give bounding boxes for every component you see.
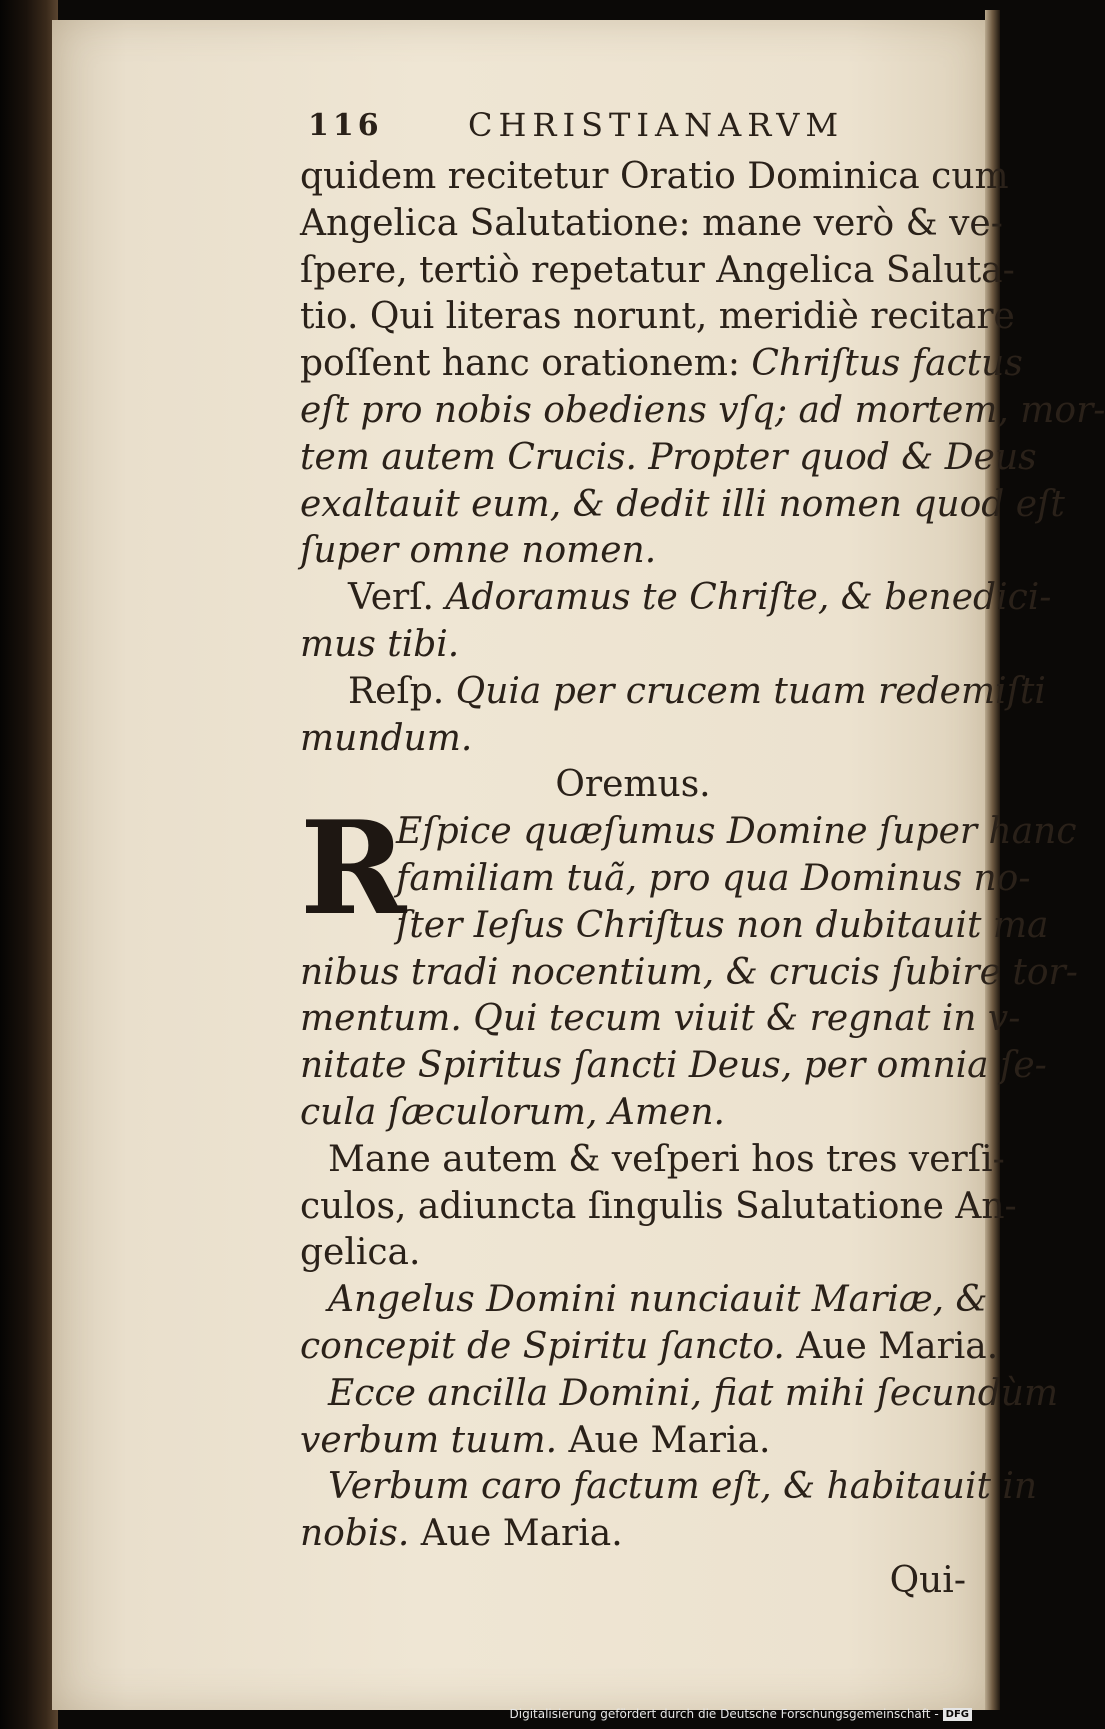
- text-line: Angelica Salutatione: mane verò & ve-: [300, 202, 1003, 244]
- dfg-logo: DFG: [943, 1708, 972, 1721]
- text-line: exaltauit eum, & dedit illi nomen quod eſt: [300, 483, 1065, 525]
- text-line: ſter Ieſus Chriſtus non dubitauit ma: [396, 904, 1049, 946]
- text-line: Angelus Domini nunciauit Mariæ, &: [328, 1279, 988, 1321]
- book-spine-shadow: [0, 0, 58, 1729]
- text-line: mus tibi.: [300, 623, 460, 665]
- text-line: culos, adiuncta ſingulis Salutatione An-: [300, 1185, 1017, 1227]
- text-line: Ecce ancilla Domini, fiat mihi ſecundùm: [328, 1372, 1059, 1414]
- text-line: familiam tuã, pro qua Dominus no-: [396, 857, 1031, 899]
- text-line: Mane autem & veſperi hos tres verſi-: [328, 1138, 1005, 1180]
- text-line: tem autem Crucis. Propter quod & Deus: [300, 436, 1037, 478]
- text-line: tio. Qui literas norunt, meridiè recitare: [300, 296, 1015, 338]
- text-line: quidem recitetur Oratio Dominica cum: [300, 156, 1009, 197]
- text-line: nibus tradi nocentium, & crucis ſubire tor-: [300, 951, 1078, 993]
- text-line: cula ſæculorum, Amen.: [300, 1091, 725, 1133]
- body-text: [300, 154, 1105, 1605]
- versicle-line: Verſ. Adoramus te Chriſte, & benedici-: [348, 577, 1052, 619]
- section-heading: Oremus.: [555, 764, 711, 806]
- credit-text: Digitalisierung gefördert durch die Deutsche Forschungsgemeinschaft -: [509, 1707, 939, 1721]
- digitization-credit: [510, 1703, 973, 1725]
- text-line: concepit de Spiritu ſancto. Aue Maria.: [300, 1325, 999, 1367]
- text-line: nitate Spiritus ſancti Deus, per omnia ſe-: [300, 1045, 1047, 1087]
- drop-cap: R: [300, 794, 407, 945]
- text-line: Verbum caro factum eſt, & habitauit in: [328, 1466, 1038, 1508]
- text-line: eſt pro nobis obediens vſq; ad mortem, mor-: [300, 389, 1105, 431]
- prayer-paragraph: [300, 794, 1078, 1137]
- running-title: CHRISTIANARVM: [468, 106, 845, 144]
- response-line: Reſp. Quia per crucem tuam redemiſti: [348, 670, 1046, 712]
- text-line: Eſpice quæſumus Domine ſuper hanc: [396, 811, 1077, 853]
- catchword: Qui-: [889, 1559, 966, 1601]
- text-line: ſuper omne nomen.: [300, 530, 657, 572]
- page-number: 116: [308, 108, 383, 143]
- text-line: gelica.: [300, 1232, 421, 1274]
- text-line: verbum tuum. Aue Maria.: [300, 1419, 771, 1461]
- text-line: mundum.: [300, 717, 473, 759]
- text-line: nobis. Aue Maria.: [300, 1513, 623, 1555]
- text-line: mentum. Qui tecum viuit & regnat in v-: [300, 998, 1021, 1040]
- text-line: ſpere, tertiò repetatur Angelica Saluta-: [300, 249, 1015, 291]
- running-head: [300, 100, 966, 152]
- text-line: poſſent hanc orationem: Chriſtus factus: [300, 343, 1023, 385]
- page-text-block: [300, 100, 1105, 1605]
